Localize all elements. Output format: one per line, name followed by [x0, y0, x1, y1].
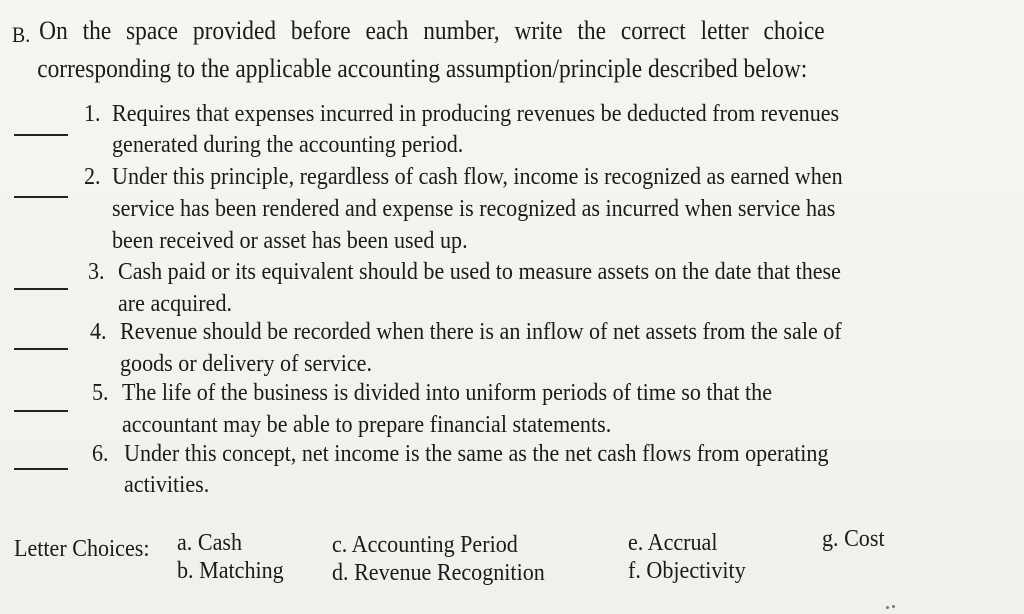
choice-f: f. Objectivity: [628, 558, 746, 584]
choice-c: c. Accounting Period: [332, 532, 518, 558]
question-text-2-line-2: service has been rendered and expense is recognized as incurred when service has: [112, 196, 836, 222]
answer-blank-4[interactable]: [14, 348, 68, 350]
question-text-5-line-1: The life of the business is divided into uniform periods of time so that the: [122, 380, 773, 406]
question-text-3-line-2: are acquired.: [118, 291, 233, 317]
question-text-4-line-2: goods or delivery of service.: [120, 351, 373, 377]
answer-blank-6[interactable]: [14, 468, 68, 470]
question-text-2-line-3: been received or asset has been used up.: [112, 228, 468, 254]
instruction-text-1: On the space provided before each number, write the correct letter choice: [39, 16, 825, 45]
question-text-6-line-1: Under this concept, net income is the same as the net cash flows from operating: [124, 441, 829, 467]
question-number-5: 5.: [92, 380, 109, 406]
question-text-1-line-1: Requires that expenses incurred in producing revenues be deducted from revenues: [112, 101, 840, 127]
question-number-3: 3.: [88, 259, 105, 285]
instruction-line-2: corresponding to the applicable accounting assumption/principle described below:: [37, 54, 808, 83]
answer-blank-1[interactable]: [14, 134, 68, 136]
question-text-6-line-2: activities.: [124, 472, 210, 498]
choice-b: b. Matching: [177, 558, 284, 584]
answer-blank-5[interactable]: [14, 410, 68, 412]
letter-choices: [14, 524, 1014, 594]
answer-blank-2[interactable]: [14, 196, 68, 198]
question-text-2-line-1: Under this principle, regardless of cash flow, income is recognized as earned when: [112, 164, 843, 190]
scan-speck: [886, 606, 889, 609]
choice-g: g. Cost: [822, 526, 885, 552]
instruction-line-1: [12, 14, 876, 52]
question-text-5-line-2: accountant may be able to prepare financial statements.: [122, 412, 612, 438]
section-instruction: [12, 14, 876, 86]
question-number-6: 6.: [92, 441, 109, 467]
choice-d: d. Revenue Recognition: [332, 560, 545, 586]
question-number-4: 4.: [90, 319, 107, 345]
answer-blank-3[interactable]: [14, 288, 68, 290]
question-number-1: 1.: [84, 101, 101, 127]
scan-speck: [892, 605, 895, 608]
question-text-3-line-1: Cash paid or its equivalent should be used to measure assets on the date that these: [118, 259, 841, 285]
letter-choices-label: Letter Choices:: [14, 536, 150, 562]
question-text-4-line-1: Revenue should be recorded when there is an inflow of net assets from the sale of: [120, 319, 842, 345]
choice-e: e. Accrual: [628, 530, 718, 556]
choice-a: a. Cash: [177, 530, 243, 556]
question-text-1-line-2: generated during the accounting period.: [112, 132, 464, 158]
section-label: B.: [12, 22, 31, 47]
question-number-2: 2.: [84, 164, 101, 190]
